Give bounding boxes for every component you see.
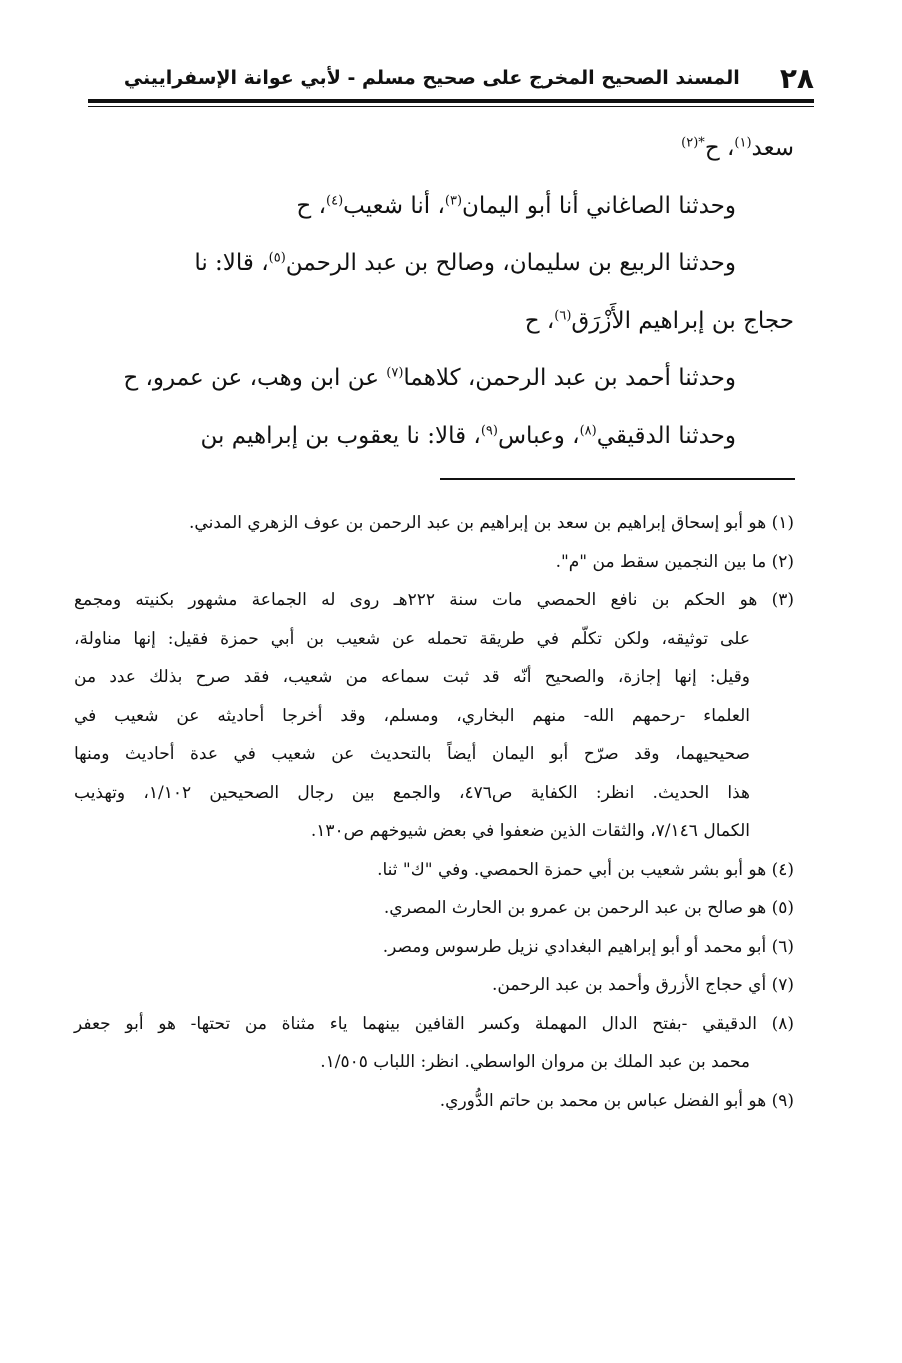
- main-line-3: [78, 235, 794, 293]
- footnote-3-line-2: على توثيقه، ولكن تكلّم في طريقة تحمله عن شعيب بن أبي حمزة فقيل: إنها مناولة،: [74, 628, 750, 649]
- header-rule-thin: [88, 106, 814, 107]
- main-text: [78, 120, 794, 465]
- footnote-3-line-5: صحيحيهما، وقد صرّح أبو اليمان أيضاً بالتحديث عن شعيب في عدة أحاديث ومنها: [74, 744, 750, 764]
- footnote-6: (٦) أبو محمد أو أبو إبراهيم البغدادي نزيل طرسوس ومصر.: [382, 936, 794, 957]
- main-line-4: [78, 293, 794, 351]
- main-line-1: [78, 120, 794, 178]
- footnote-marker: (٧): [386, 365, 404, 381]
- text-segment: ، ح: [296, 192, 326, 219]
- footnote-8-line-2: محمد بن عبد الملك بن مروان الواسطي. انظر: اللباب ١/٥٠٥.: [320, 1052, 750, 1072]
- text-segment: ، أنا شعيب: [343, 192, 445, 219]
- text-segment: ، قالا: نا يعقوب بن إبراهيم بن: [200, 422, 481, 449]
- footnote-9: (٩) هو أبو الفضل عباس بن محمد بن حاتم الدُّوري.: [439, 1090, 794, 1111]
- text-segment: ، ح: [524, 307, 555, 334]
- footnote-7: (٧) أي حجاج الأزرق وأحمد بن عبد الرحمن.: [492, 975, 794, 995]
- text-segment: وحدثنا الصاغاني أنا أبو اليمان: [462, 192, 736, 219]
- footnote-marker: (٣): [444, 192, 463, 208]
- footnote-3-line-3: وقيل: إنها إجازة، والصحيح أنّه قد ثبت سماعه من شعيب، فقد صرح بذلك عدد من: [74, 667, 750, 687]
- text-segment: وحدثنا الربيع بن سليمان، وصالح بن عبد الرحمن: [285, 250, 736, 276]
- footnote-marker: (٩): [480, 422, 498, 438]
- footnote-marker: *(٢): [681, 135, 705, 151]
- footnote-2: (٢) ما بين النجمين سقط من "م".: [555, 551, 794, 572]
- footnote-marker: (٤): [326, 192, 344, 208]
- text-segment: وحدثنا الدقيقي: [596, 422, 736, 449]
- footnote-5: (٥) هو صالح بن عبد الرحمن بن عمرو بن الحارث المصري.: [383, 898, 794, 918]
- footnote-3-line-4: العلماء -رحمهم الله- منهم البخاري، ومسلم، وقد أخرجا أحاديثه عن شعيب في: [74, 705, 750, 726]
- text-segment: وحدثنا أحمد بن عبد الرحمن، كلاهما: [403, 365, 736, 391]
- header-rule-thick: [88, 99, 814, 103]
- footnote-8-line-1: (٨) الدقيقي -بفتح الدال المهملة وكسر القافين بينهما ياء مثناة من تحتها- هو أبو جعفر: [74, 1013, 794, 1034]
- footnote-1: (١) هو أبو إسحاق إبراهيم بن سعد بن إبراهيم بن عبد الرحمن بن عوف الزهري المدني.: [189, 513, 794, 533]
- main-line-6: [78, 408, 794, 466]
- footnote-3-line-7: الكمال ٧/١٤٦، والثقات الذين ضعفوا في بعض شيوخهم ص١٣٠.: [310, 821, 750, 841]
- text-segment: ، وعباس: [497, 422, 580, 449]
- text-segment: سعد: [751, 135, 794, 161]
- page-header: [88, 58, 814, 98]
- footnote-3-line-1: (٣) هو الحكم بن نافع الحمصي مات سنة ٢٢٢هـ روى له الجماعة مشهور بكنيته ومجمع: [74, 590, 795, 610]
- main-line-5: [78, 350, 794, 408]
- footnote-4: (٤) هو أبو بشر شعيب بن أبي حمزة الحمصي. وفي "ك" ثنا.: [377, 859, 794, 880]
- footnote-marker: (٦): [554, 307, 572, 323]
- text-segment: عن ابن وهب، عن عمرو، ح: [123, 365, 387, 391]
- footnote-marker: (٥): [268, 250, 286, 266]
- footnote-marker: (٨): [579, 422, 597, 438]
- footnote-separator: [440, 478, 795, 480]
- text-segment: حجاج بن إبراهيم الأَزْرَق: [571, 307, 794, 334]
- page-number: ٢٨: [779, 61, 814, 95]
- footnote-marker: (١): [734, 135, 752, 151]
- text-segment: ، ح: [704, 135, 735, 161]
- text-segment: ، قالا: نا: [194, 250, 269, 276]
- running-title: المسند الصحيح المخرج على صحيح مسلم - لأبي عوانة الإسفراييني: [123, 67, 740, 89]
- footnotes: [74, 504, 795, 1120]
- main-line-2: [78, 178, 794, 236]
- footnote-3-line-6: هذا الحديث. انظر: الكفاية ص٤٧٦، والجمع بين رجال الصحيحين ١/١٠٢، وتهذيب: [74, 782, 750, 803]
